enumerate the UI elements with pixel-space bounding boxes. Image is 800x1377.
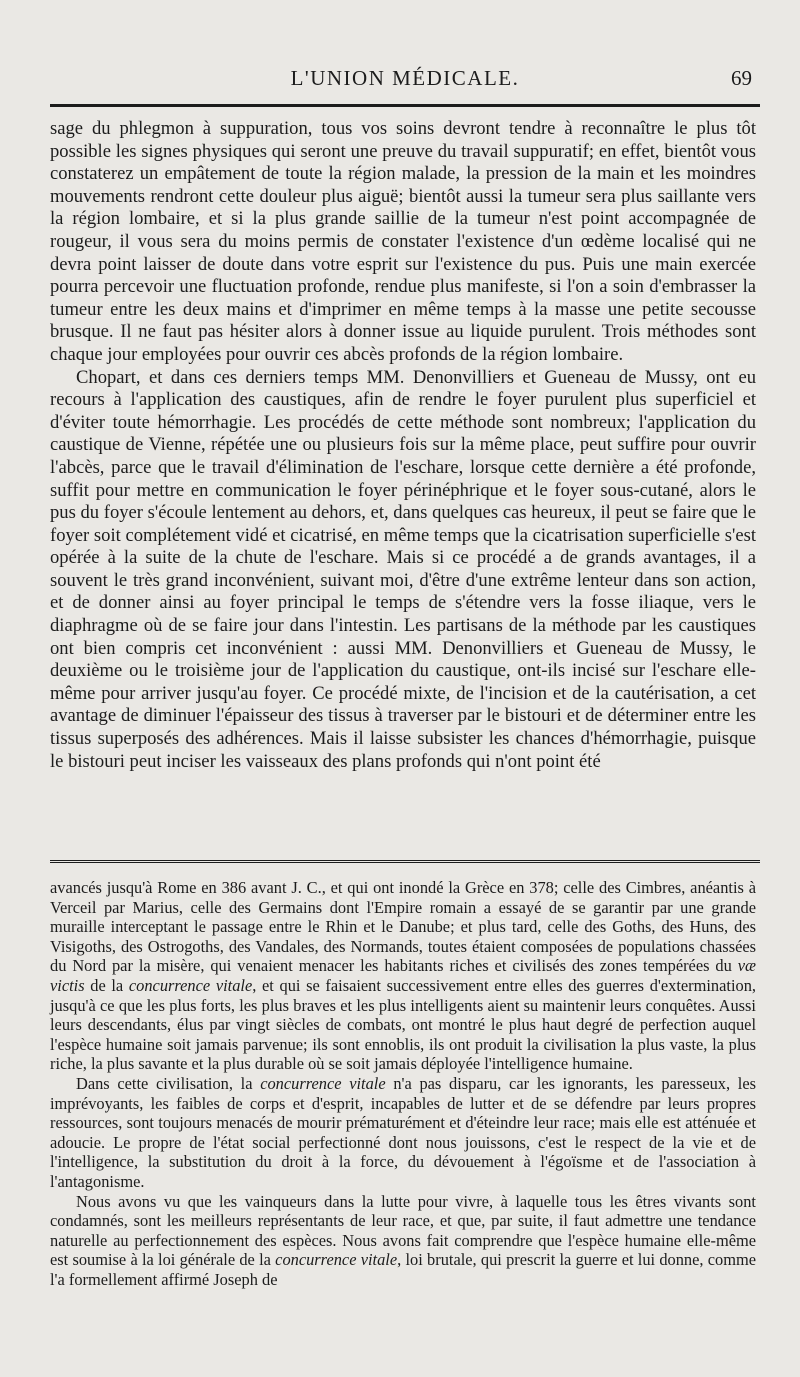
footnote-rule	[50, 860, 760, 863]
footnote-text-run: de la	[84, 975, 129, 995]
footnote-text	[50, 878, 756, 1289]
footnote-paragraph	[50, 1192, 756, 1290]
footnote-text-run: , loi brutale, qui prescrit la guerre et lui donne, comme l'a formellement affirmé Joseph de	[50, 1250, 756, 1289]
body-paragraph: Chopart, et dans ces derniers temps MM. Denonvilliers et Gueneau de Mussy, ont eu recours à l'application des caustiques, afin de rendre le foyer purulent plus superficiel et d'éviter toute hémorrhagie. Les procédés de cette méthode sont nombreux; l'application du caustique de Vienne, répétée une ou plusieurs fois sur la même place, peut suffire pour ouvrir l'abcès, parce que le travail d'élimination de l'eschare, lorsque cette dernière a été profonde, suffit pour mettre en communication le foyer périnéphrique et le foyer sous-cutané, alors le pus du foyer s'écoule lentement au dehors, et, dans quelques cas heureux, il peut se faire que le foyer soit complétement vidé et cicatrisé, en même temps que la cicatrisation superficielle s'est opérée à la suite de la chute de l'eschare. Mais si ce procédé a de grands avantages, il a souvent le très grand inconvénient, suivant moi, d'être d'une extrême lenteur dans son action, et de donner ainsi au foyer principal le temps de s'étendre vers la fosse iliaque, vers le diaphragme où de se faire jour dans l'intestin. Les partisans de la méthode par les caustiques ont bien compris cet inconvénient : aussi MM. Denonvilliers et Gueneau de Mussy, le deuxième ou le troisième jour de l'application du caustique, ont-ils incisé sur l'eschare elle-même pour arriver jusqu'au foyer. Ce procédé mixte, de l'incision et de la cautérisation, a cet avantage de diminuer l'épaisseur des tissus à traverser par le bistouri et de déterminer entre les tissus superposés des adhérences. Mais il laisse subsister les chances d'hémorrhagie, puisque le bistouri peut inciser les vaisseaux des plans profonds qui n'ont point été	[50, 366, 756, 772]
body-paragraph: sage du phlegmon à suppuration, tous vos soins devront tendre à reconnaître le plus tôt possible les signes physiques qui seront une preuve du travail suppuratif; en effet, bientôt vous constaterez un empâtement de toute la région malade, la pression de la main et les moindres mouvements rendront cette douleur plus aiguë; bientôt aussi la tumeur sera plus saillante vers la région lombaire, et si la plus grande saillie de la tumeur n'est point accompagnée de rougeur, il vous sera du moins permis de constater l'existence d'un œdème localisé qui ne devra point laisser de doute dans votre esprit sur l'existence du pus. Puis une main exercée pourra percevoir une fluctuation profonde, rendue plus manifeste, si l'on a soin d'embrasser la tumeur entre les deux mains et d'imprimer en même temps à la masse une petite secousse brusque. Il ne faut pas hésiter alors à donner issue au liquide purulent. Trois méthodes sont chaque jour employées pour ouvrir ces abcès profonds de la région lombaire.	[50, 118, 756, 365]
footnote-text-run: avancés jusqu'à Rome en 386 avant J. C., et qui ont inondé la Grèce en 378; celle des Cimbres, anéantis à Verceil par Marius, celle des Germains dont l'Empire romain a essayé de se garantir par une grande muraille interceptant le passage entre le Rhin et le Danube; et plus tard, celle des Goths, des Huns, des Visigoths, des Ostrogoths, des Vandales, des Normands, toutes étaient composées de populations chassées du Nord par la misère, qui venaient menacer les habitants riches et civilisés des zones tempérées du	[50, 878, 756, 976]
header-rule	[50, 104, 760, 107]
page-header	[50, 66, 760, 106]
footnote-italic: concurrence vitale	[128, 975, 253, 995]
page-number: 69	[731, 66, 752, 90]
footnote-text-run: , et qui se faisaient successivement entre elles des guerres d'extermination, jusqu'à ce que les plus forts, les plus braves et les plus intelligents aient su maintenir leurs conquêtes. Aussi leurs descendants, élus par vingt siècles de combats, ont montré le plus haut degré de perfection auquel l'espèce humaine soit jamais parvenue; ils sont ennoblis, ils ont produit la civilisation la plus vaste, la plus riche, la plus savante et la plus durable où se soit jamais déployée l'intelligence humaine.	[50, 975, 756, 1074]
running-title: L'UNION MÉDICALE.	[290, 66, 520, 90]
footnote-italic: væ victis	[50, 956, 756, 995]
footnote-italic: concurrence vitale	[275, 1250, 398, 1270]
footnote-text-run: n'a pas disparu, car les ignorants, les paresseux, les imprévoyants, les faibles de corps et d'esprit, incapables de lutter et de se défendre par leurs propres ressources, sont toujours menacés de mourir prématurément et d'éteindre leur race; mais elle est atténuée et adoucie. Le propre de l'état social perfectionné dont nous jouissons, c'est le respect de la vie et de l'intelligence, la substitution du droit à la force, du dévouement à l'égoïsme et de l'association à l'antagonisme.	[50, 1073, 757, 1191]
footnote-paragraph	[50, 878, 756, 1074]
footnote-text-run: Nous avons vu que les vainqueurs dans la lutte pour vivre, à laquelle tous les êtres vivants sont condamnés, sont les meilleurs représentants de leur race, et que, par suite, il faut admettre une tendance naturelle au perfectionnement des espèces. Nous avons fait comprendre que l'espèce humaine elle-même est soumise à la loi générale de la	[50, 1191, 756, 1270]
footnote-paragraph	[50, 1074, 756, 1192]
footnote-text-run: Dans cette civilisation, la	[76, 1073, 261, 1093]
footnote-italic: concurrence vitale	[260, 1073, 386, 1093]
main-text	[50, 118, 756, 773]
